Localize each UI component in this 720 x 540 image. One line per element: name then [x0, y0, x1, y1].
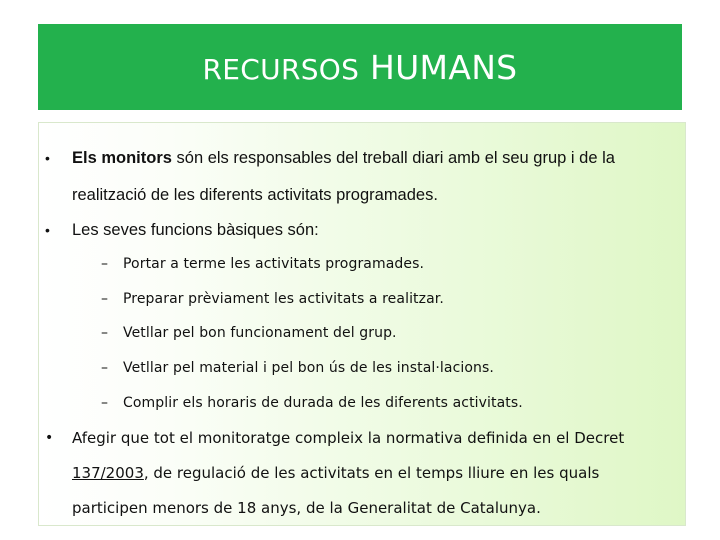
bullet-bold-text: Els monitors: [72, 149, 172, 167]
sub-item: [101, 289, 444, 309]
dash-marker: –: [101, 325, 109, 341]
sub-item-text: Vetllar pel material i pel bon ús de les instal·lacions.: [123, 360, 494, 376]
bullet-rest-text: són els responsables del treball diari amb el seu grup i de la realització de les diferents activitats programades.: [72, 149, 615, 204]
sub-item: [101, 358, 494, 378]
bullet-dot: •: [45, 150, 50, 166]
sub-item: [101, 393, 523, 413]
dash-marker: –: [101, 360, 109, 376]
sub-item-text: Complir els horaris de durada de les diferents activitats.: [123, 395, 523, 411]
slide-title: [203, 48, 518, 87]
bullet-monitors: [39, 140, 669, 214]
bullet-text-post: , de regulació de les activitats en el temps lliure en les quals participen menors de 18 anys, de la Generalitat de Catalunya.: [72, 464, 600, 517]
bullet-text: [72, 140, 669, 214]
bullet-funcions: [39, 212, 669, 249]
decret-reference: 137/2003: [72, 464, 144, 482]
sub-item: [101, 323, 397, 343]
title-word-humans: HUMANS: [369, 47, 518, 87]
title-bar: [38, 24, 682, 110]
content-box: [38, 122, 686, 526]
bullet-decret: [39, 421, 669, 526]
bullet-text: Les seves funcions bàsiques són:: [72, 221, 319, 239]
title-word-recursos: RECURSOS: [202, 52, 360, 86]
dash-marker: –: [101, 256, 109, 272]
bullet-dot: •: [45, 222, 50, 238]
bullet-dot: •: [45, 430, 54, 446]
sub-item-text: Vetllar pel bon funcionament del grup.: [123, 325, 397, 341]
dash-marker: –: [101, 291, 109, 307]
bullet-text: [72, 421, 669, 526]
dash-marker: –: [101, 395, 109, 411]
bullet-text-pre: Afegir que tot el monitoratge compleix la normativa definida en el Decret: [72, 429, 625, 447]
sub-item-text: Portar a terme les activitats programades.: [123, 256, 425, 272]
sub-item-text: Preparar prèviament les activitats a realitzar.: [123, 291, 444, 307]
sub-item: [101, 254, 424, 274]
